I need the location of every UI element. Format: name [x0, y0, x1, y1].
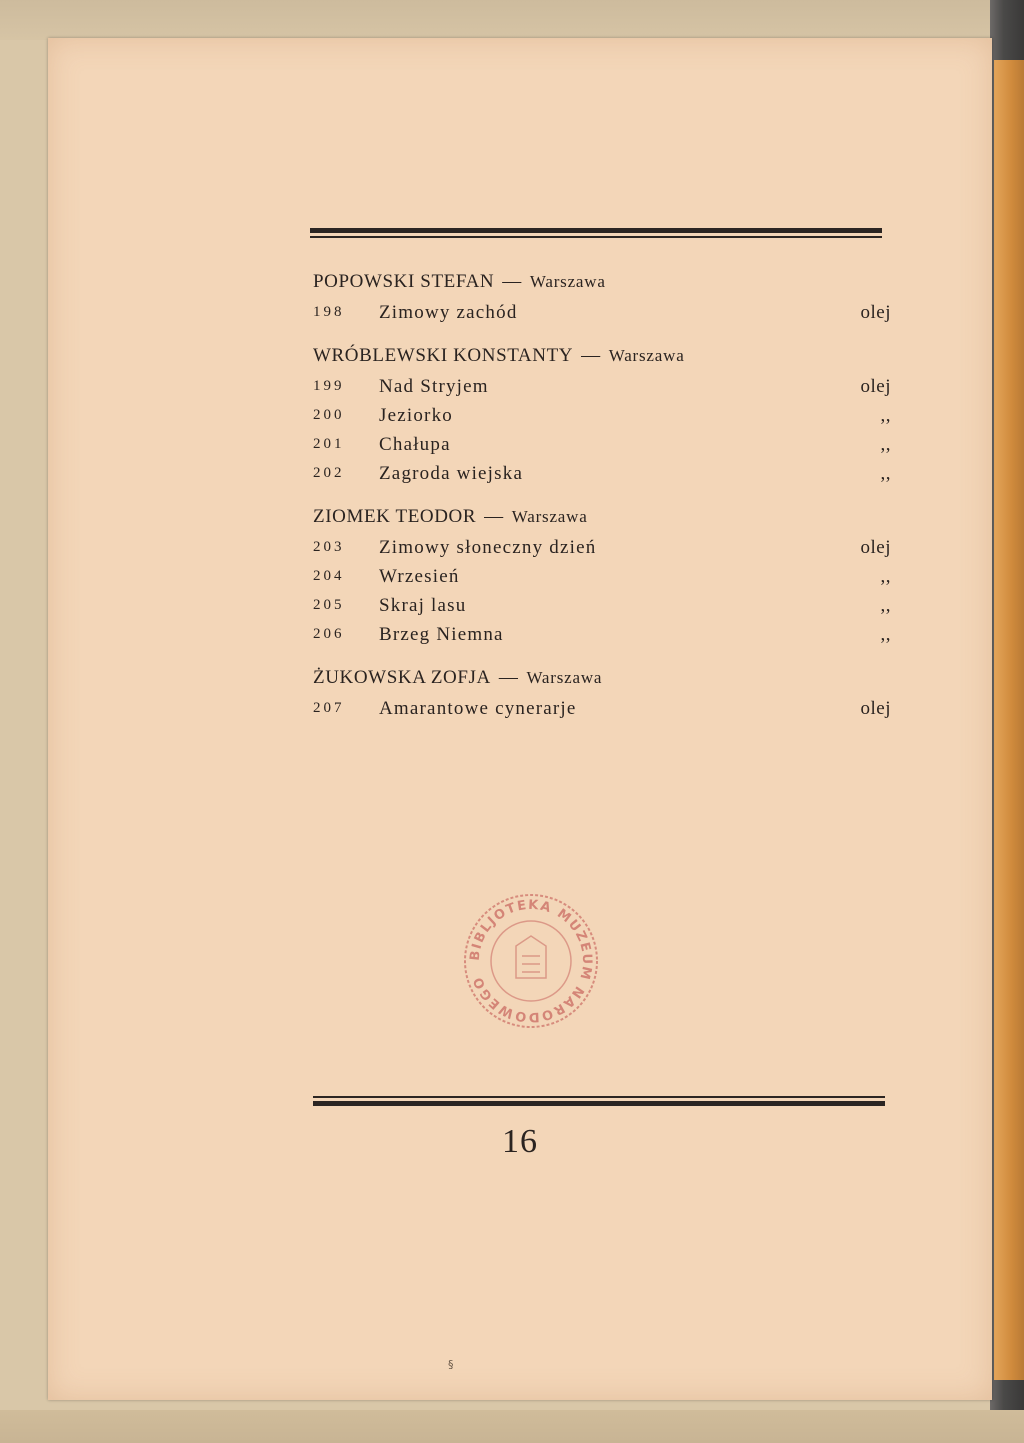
artist-section — [313, 662, 891, 723]
work-row — [313, 459, 891, 488]
work-medium: ,, — [880, 595, 891, 616]
work-row — [313, 298, 891, 327]
work-number: 201 — [313, 436, 345, 452]
work-row — [313, 533, 891, 562]
page-number: 16 — [502, 1123, 538, 1160]
artist-city: Warszawa — [608, 346, 685, 365]
work-row — [313, 401, 891, 430]
work-title: Zimowy słoneczny dzień — [379, 537, 597, 558]
work-number: 200 — [313, 407, 345, 423]
artist-section — [313, 340, 891, 488]
work-medium: olej — [860, 302, 891, 323]
artist-name: ZIOMEK TEODOR — [313, 506, 477, 527]
artist-heading — [313, 501, 891, 533]
stamp-emblem — [516, 936, 546, 978]
library-stamp — [456, 886, 606, 1036]
footer-mark: § — [448, 1358, 454, 1371]
work-title: Nad Stryjem — [379, 376, 489, 397]
artist-section — [313, 501, 891, 649]
catalog-page — [48, 38, 992, 1400]
work-medium: olej — [860, 537, 891, 558]
work-medium: ,, — [880, 463, 891, 484]
work-medium: olej — [860, 698, 891, 719]
work-number: 204 — [313, 568, 345, 584]
top-rule-thin — [310, 236, 882, 238]
work-row — [313, 430, 891, 459]
work-medium: ,, — [880, 405, 891, 426]
work-medium: ,, — [880, 624, 891, 645]
scan-background-bottom — [0, 1410, 1024, 1443]
work-row — [313, 591, 891, 620]
artist-heading — [313, 340, 891, 372]
scan-background-top — [0, 0, 1024, 40]
artist-name: POPOWSKI STEFAN — [313, 271, 495, 292]
artist-heading — [313, 662, 891, 694]
work-title: Jeziorko — [379, 405, 453, 426]
work-number: 199 — [313, 378, 345, 394]
artist-dash: — — [498, 667, 519, 688]
artist-name: ŻUKOWSKA ZOFJA — [313, 667, 491, 688]
work-number: 198 — [313, 304, 345, 320]
artist-city: Warszawa — [526, 668, 603, 687]
artist-heading — [313, 266, 891, 298]
artist-city: Warszawa — [529, 272, 606, 291]
work-row — [313, 562, 891, 591]
catalog-entries — [313, 266, 891, 736]
work-number: 206 — [313, 626, 345, 642]
artist-section — [313, 266, 891, 327]
work-number: 203 — [313, 539, 345, 555]
artist-dash: — — [484, 506, 504, 527]
work-number: 202 — [313, 465, 345, 481]
work-medium: ,, — [880, 566, 891, 587]
bottom-rule-thick — [313, 1101, 885, 1106]
work-medium: olej — [860, 376, 891, 397]
work-number: 207 — [313, 700, 345, 716]
work-title: Brzeg Niemna — [379, 624, 504, 645]
work-row — [313, 694, 891, 723]
svg-text:BIBLJOTEKA MUZEUM NARODOWEGO — [468, 898, 594, 1024]
work-title: Zagroda wiejska — [379, 463, 524, 484]
top-double-rule — [310, 228, 882, 238]
artist-city: Warszawa — [511, 507, 588, 526]
work-row — [313, 372, 891, 401]
work-title: Chałupa — [379, 434, 451, 455]
work-medium: ,, — [880, 434, 891, 455]
artist-dash: — — [502, 271, 522, 292]
work-row — [313, 620, 891, 649]
bottom-double-rule — [313, 1096, 885, 1106]
stamp-text: BIBLJOTEKA MUZEUM NARODOWEGO — [467, 897, 595, 1025]
work-title: Skraj lasu — [379, 595, 467, 616]
work-number: 205 — [313, 597, 345, 613]
work-title: Amarantowe cynerarje — [379, 698, 577, 719]
artist-name: WRÓBLEWSKI KONSTANTY — [313, 345, 574, 366]
next-page-edge — [994, 60, 1024, 1380]
work-title: Wrzesień — [379, 566, 460, 587]
work-title: Zimowy zachód — [379, 302, 518, 323]
artist-dash: — — [581, 345, 601, 366]
